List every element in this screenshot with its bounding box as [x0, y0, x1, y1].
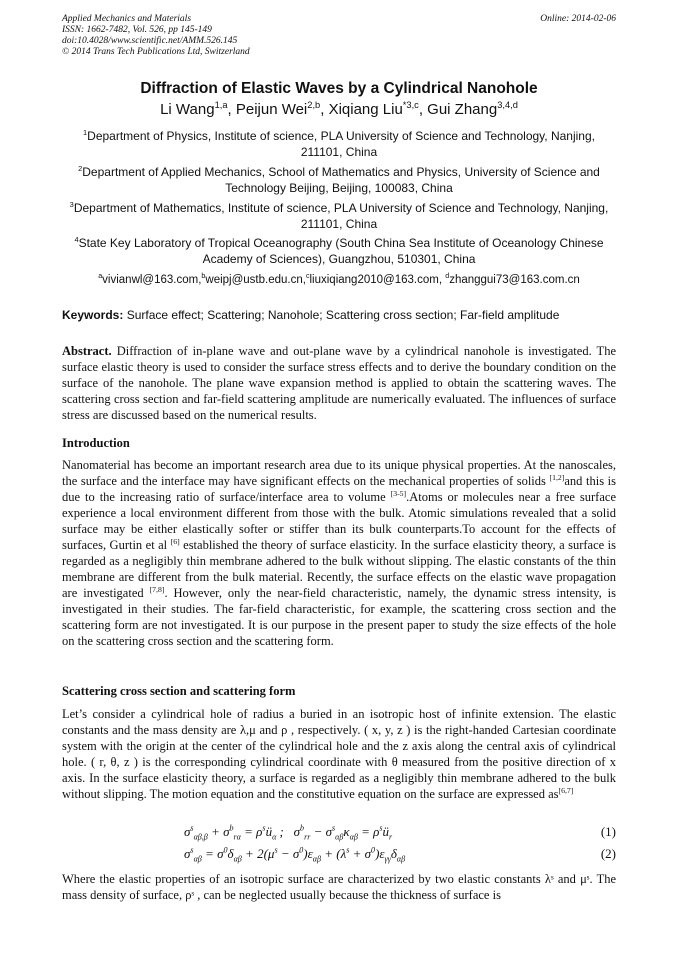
affiliation-sup: 1	[83, 128, 88, 137]
intro-text: . However, only the near-field characteristic, namely, the dynamic stress intensity, is investigated in their studies. The far-field characteristic, for example, the scattering cross section and the scattering form are not investigated. It is our purpose in the present paper to study the size effects of the hole on the scattering cross section and the scattering form.	[62, 586, 617, 648]
keywords-text: Surface effect; Scattering; Nanohole; Scattering cross section; Far-field amplitude	[126, 308, 560, 322]
abstract	[62, 343, 616, 423]
email-link: liuxiqiang2010@163.com	[309, 274, 439, 286]
paper-title: Diffraction of Elastic Waves by a Cylindrical Nanohole	[140, 80, 538, 97]
email-link: weipj@ustb.edu.cn	[205, 274, 303, 286]
doi: doi:10.4028/www.scientific.net/AMM.526.145	[62, 36, 238, 46]
intro-text: and this is due to the increasing ratio of surface/interface area to volume	[62, 474, 616, 504]
affiliation-text: Department of Physics, Institute of science, PLA University of Science and Technology, Nanjing, 211101, China	[87, 129, 595, 159]
section-heading: Scattering cross section and scattering form	[62, 684, 296, 698]
affiliation-sup: 3	[69, 200, 74, 209]
online-date: Online: 2014-02-06	[540, 14, 616, 24]
email-sup: c	[305, 272, 310, 281]
citation: [1,2]	[549, 472, 565, 482]
citation: [6]	[170, 536, 180, 546]
affiliation-text: Department of Mathematics, Institute of science, PLA University of Science and Technology, Nanjing, 211101, China	[73, 201, 609, 231]
email-sup: a	[98, 272, 103, 281]
author-sup: *3,c	[402, 100, 419, 110]
email-link: vivianwl@163.com	[102, 274, 199, 286]
intro-text: Nanomaterial has become an important research area due to its unique physical properties. At the nanoscales, the surface and the interface may have significant effects on the mechanical properties of solids	[62, 458, 616, 488]
email-sup: b	[201, 272, 206, 281]
section-text: Let’s consider a cylindrical hole of radius a buried in an isotropic host of infinite extension. The elastic constants and the mass density are λ,μ and ρ , respectively. ( x, y, z ) is the right-handed Cartesian coordinate system with the origin at the center of the cylindrical hole and the z axis along the central axis of cylindrical hole. ( r, θ, z ) is the corresponding cylindrical coordinate with θ measured from the positive direction of x axis. In the surface elasticity theory, a surface is regarded as a negligibly thin membrane adhered to the bulk without slipping. The motion equation and the constitutive equation on the surface are expressed as	[62, 707, 616, 801]
equation-number: (2)	[600, 846, 616, 861]
journal-header	[62, 14, 616, 58]
intro-text: .Atoms or molecules near a free surface experience a local environment different from those with the bulk. Atomic simulations revealed that a solid surface may be either elastically softer or stiffer than its bulk counterparts.To account for the effects of surfaces, Gurtin et al	[62, 490, 616, 552]
affiliation-4	[62, 236, 616, 267]
affiliation-1	[62, 129, 616, 160]
citation: [7,8]	[149, 584, 165, 594]
email-link: zhanggui73@163.com.cn	[449, 274, 580, 286]
abstract-label: Abstract.	[62, 344, 112, 358]
affiliation-sup: 2	[78, 164, 83, 173]
issn: ISSN: 1662-7482, Vol. 526, pp 145-149	[62, 25, 212, 35]
affiliation-text: State Key Laboratory of Tropical Oceanography (South China Sea Institute of Oceanology Chinese Academy of Sciences), Guangzhou, 510301, China	[78, 236, 604, 266]
citation: [6,7]	[558, 785, 574, 795]
copyright: © 2014 Trans Tech Publications Ltd, Switzerland	[62, 47, 250, 57]
author-name: Peijun Wei	[235, 101, 308, 118]
intro-heading: Introduction	[62, 436, 130, 450]
affiliation-sup: 4	[74, 235, 79, 244]
affiliation-3	[62, 201, 616, 232]
email-sup: d	[445, 272, 450, 281]
equation-body: $\sigma^s_{\alpha\beta,\beta} + \sigma^b_{r\alpha}$ = $\rho^sü_\alpha$ ; $\sigma^b_{rr} - \sigma^s_{\alpha\beta}\kappa_{\alpha\beta}$ = $\rho^sü_r$	[184, 823, 393, 842]
journal-name: Applied Mechanics and Materials	[62, 14, 192, 24]
author-sup: 1,a	[214, 100, 228, 110]
author-list: Li Wang$^{1,a}$, Peijun Wei$^{2,b}$, Xiqiang Liu$^{*3,c}$, Gui Zhang$^{3,4,d}$	[160, 100, 518, 118]
author-name: Gui Zhang	[427, 101, 498, 118]
abstract-text: Diffraction of in-plane wave and out-plane wave by a cylindrical nanohole is investigated. The surface elastic theory is used to consider the surface stress effects and to derive the boundary condition on the surface of the nanohole. The plane wave expansion method is applied to obtain the scattering waves. The scattering cross section and far-field scattering amplitude are numerically evaluated. The influences of surface stress are discussed based on the numerical results.	[62, 344, 616, 422]
equation-body: $\sigma^s_{\alpha\beta} = \sigma^0\delta_{\alpha\beta} + 2(\mu^s - \sigma^0)\varepsilon_{\alpha\beta} + (\lambda^s + \sigma^0)\varepsilon_{\gamma\gamma}\delta_{\alpha\beta}$	[184, 845, 406, 864]
affiliation-text: Department of Applied Mechanics, School of Mathematics and Physics, University of Science and Technology Beijing, Beijing, 100083, China	[82, 165, 600, 195]
author-sup: 2,b	[307, 100, 321, 110]
intro-paragraph	[62, 457, 616, 649]
author-name: Li Wang	[160, 101, 215, 118]
keywords	[62, 308, 616, 322]
author-sup: 3,4,d	[497, 100, 518, 110]
intro-text: established the theory of surface elasticity. In the surface elasticity theory, a surface is regarded as a negligibly thin membrane adhered to the bulk without slipping. The elastic constants of the thin membrane are different from the bulk material. Recently, the surface effects on the elastic wave propagation are investigated	[62, 538, 616, 600]
email-list: $^a$vivianwl@163.com,$^b$weipj@ustb.edu.cn,$^c$liuxiqiang2010@163.com, $^d$zhanggui73@163.com.cn	[98, 272, 580, 286]
keywords-label: Keywords:	[62, 308, 124, 322]
equation-1	[0, 824, 616, 842]
affiliation-2	[62, 165, 616, 196]
section-paragraph	[62, 706, 616, 802]
author-name: Xiqiang Liu	[328, 101, 403, 118]
section-paragraph-2: Where the elastic properties of an isotropic surface are characterized by two elastic constants λˢ and μˢ. The mass density of surface, ρˢ , can be neglected usually because the thickness of surface is	[62, 872, 616, 902]
citation: [3-5]	[390, 488, 407, 498]
equation-2	[0, 846, 616, 864]
equation-number: (1)	[600, 824, 616, 839]
